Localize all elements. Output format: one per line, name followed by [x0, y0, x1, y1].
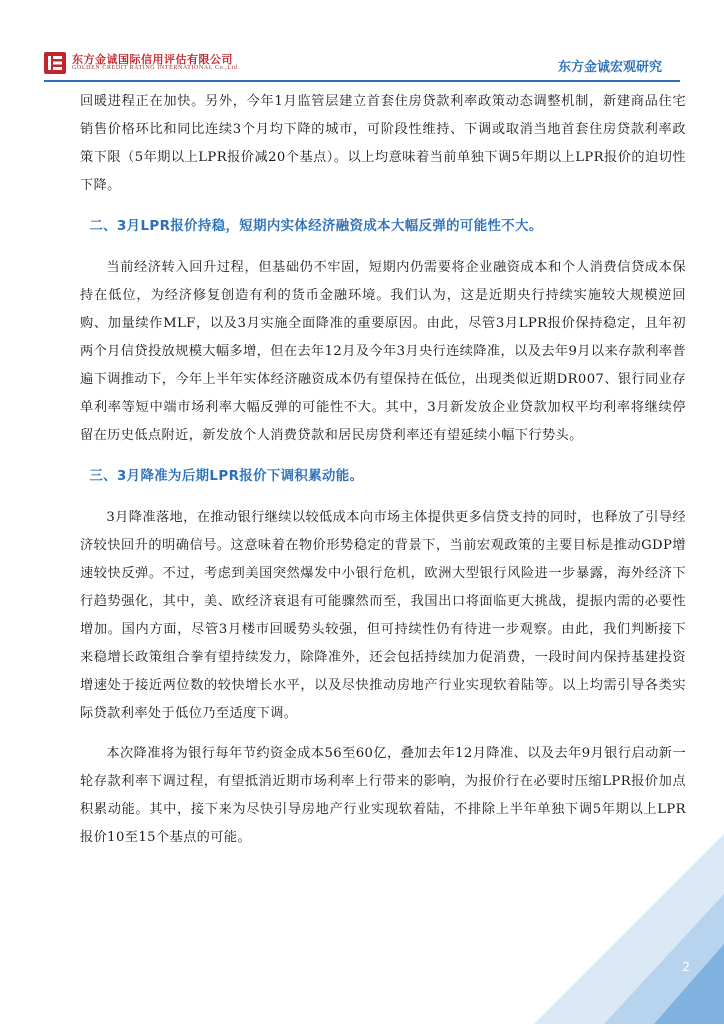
company-name-en: GOLDEN CREDIT RATING INTERNATIONAL Co.,Ltd. [72, 65, 240, 71]
company-logo-icon [44, 52, 66, 74]
brand-title: 东方金诚宏观研究 [557, 60, 662, 75]
company-name-cn: 东方金诚国际信用评估有限公司 [72, 53, 233, 66]
paragraph-4: 本次降准将为银行每年节约资金成本56至60亿，叠加去年12月降准、以及去年9月银行启动新一轮存款利率下调过程，有望抵消近期市场利率上行带来的影响，为报价行在必要时压缩LPR报价加点积累动能。其中，接下来为尽快引导房地产行业实现软着陆，不排除上半年单独下调5年期以上LPR报价10至15个基点的可能。 [80, 746, 686, 845]
paragraph-1: 回暖进程正在加快。另外，今年1月监管层建立首套住房贷款利率政策动态调整机制，新建商品住宅销售价格环比和同比连续3个月均下降的城市，可阶段性维持、下调或取消当地首套住房贷款利率政策下限（5年期以上LPR报价减20个基点）。以上均意味着当前单独下调5年期以上LPR报价的迫切性下降。 [80, 94, 686, 193]
corner-decoration [504, 824, 724, 1024]
header-divider [44, 80, 680, 82]
document-body [80, 88, 686, 852]
paragraph-3: 3月降准落地，在推动银行继续以较低成本向市场主体提供更多信贷支持的同时，也释放了引导经济较快回升的明确信号。这意味着在物价形势稳定的背景下，当前宏观政策的主要目标是推动GDP增速较快反弹。不过，考虑到美国突然爆发中小银行危机，欧洲大型银行风险进一步暴露，海外经济下行趋势强化，其中，美、欧经济衰退有可能骤然而至，我国出口将面临更大挑战，提振内需的必要性增加。国内方面，尽管3月楼市回暖势头较强，但可持续性仍有待进一步观察。由此，我们判断接下来稳增长政策组合拳有望持续发力，除降准外，还会包括持续加力促消费，一段时间内保持基建投资增速处于接近两位数的较快增长水平，以及尽快推动房地产行业实现软着陆等。以上均需引导各类实际贷款利率处于低位乃至适度下调。 [80, 510, 686, 721]
section-heading-3: 三、3月降准为后期LPR报价下调积累动能。 [89, 469, 364, 484]
page-header [0, 0, 724, 82]
paragraph-2: 当前经济转入回升过程，但基础仍不牢固，短期内仍需要将企业融资成本和个人消费信贷成本保持在低位，为经济修复创造有利的货币金融环境。我们认为，这是近期央行持续实施较大规模逆回购、加量续作MLF，以及3月实施全面降准的重要原因。由此，尽管3月LPR报价保持稳定，且年初两个月信贷投放规模大幅多增，但在去年12月及今年3月央行连续降准，以及去年9月以来存款利率普遍下调推动下，今年上半年实体经济融资成本仍有望保持在低位，出现类似近期DR007、银行同业存单利率等短中端市场利率大幅反弹的可能性不大。其中，3月新发放企业贷款加权平均利率将继续停留在历史低点附近，新发放个人消费贷款和居民房贷利率还有望延续小幅下行势头。 [80, 260, 686, 443]
page-number: 2 [682, 960, 690, 974]
section-heading-2: 二、3月LPR报价持稳，短期内实体经济融资成本大幅反弹的可能性不大。 [89, 219, 543, 234]
